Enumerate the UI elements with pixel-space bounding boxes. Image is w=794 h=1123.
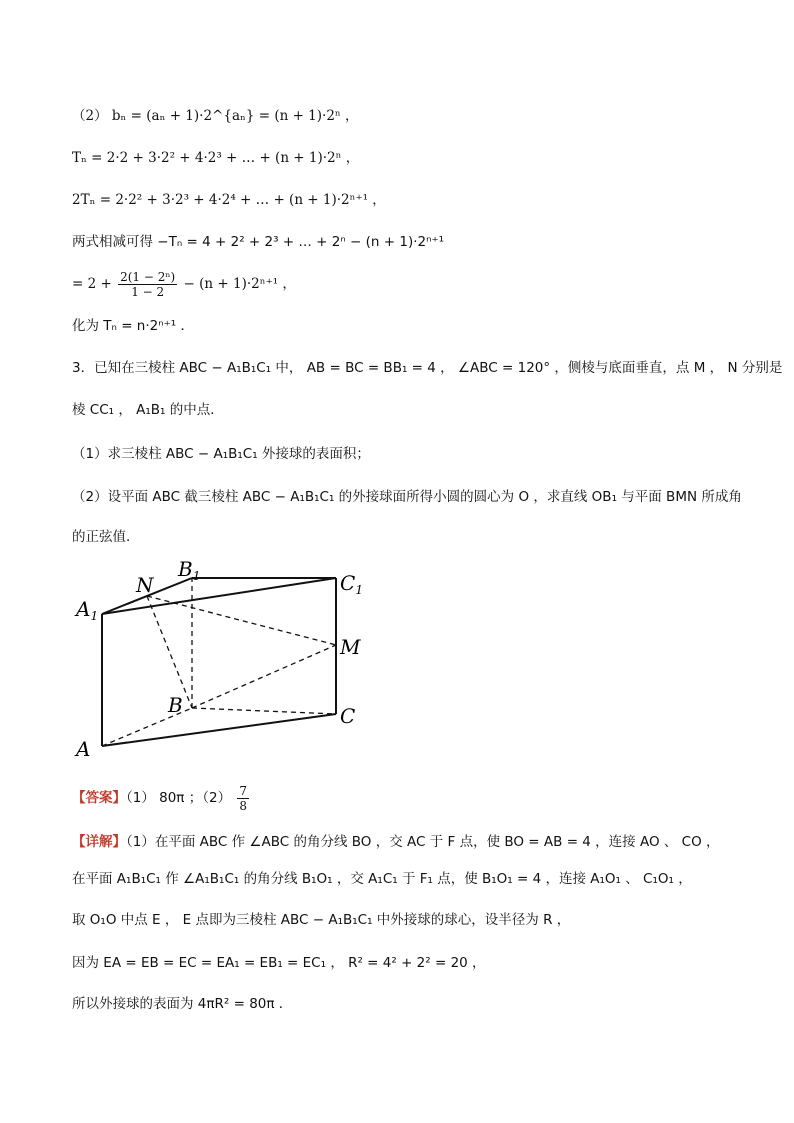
detail-line-5: 所以外接球的表面为 4πR² = 80π ． bbox=[72, 996, 293, 1012]
answer-line bbox=[72, 784, 251, 813]
question-3-part-1: （1）求三棱柱 ABC − A₁B₁C₁ 外接球的表面积； bbox=[72, 446, 370, 462]
solution-line-fraction bbox=[72, 270, 296, 299]
vertex-label-c: C bbox=[340, 704, 356, 728]
fraction-prefix: = 2 + bbox=[72, 276, 112, 292]
solution-line-tn: Tₙ = 2·2 + 3·2² + 4·2³ + … + (n + 1)·2ⁿ ， bbox=[72, 150, 360, 166]
detail-line-2: 在平面 A₁B₁C₁ 作 ∠A₁B₁C₁ 的角分线 B₁O₁ ，交 A₁C₁ 于 F₁ 点，使 B₁O₁ = 4 ，连接 A₁O₁ 、 C₁O₁ ， bbox=[72, 871, 692, 887]
prism-solid-edges bbox=[102, 578, 336, 746]
vertex-label-m: M bbox=[340, 635, 361, 659]
solution-line-subtract: 两式相减可得 −Tₙ = 4 + 2² + 2³ + … + 2ⁿ − (n + 1)·2ⁿ⁺¹ bbox=[72, 234, 445, 250]
vertex-label-c1: $C_1$ bbox=[340, 571, 363, 597]
vertex-label-a: A bbox=[76, 737, 91, 758]
question-3-statement-cont: 棱 CC₁ ， A₁B₁ 的中点． bbox=[72, 402, 224, 418]
answer-text: （1） 80π ；（2） bbox=[126, 790, 232, 806]
prism-hidden-edges bbox=[102, 578, 336, 746]
detail-text-1: （1）在平面 ABC 作 ∠ABC 的角分线 BO ，交 AC 于 F 点，使 BO = AB = 4 ，连接 AO 、 CO ， bbox=[126, 834, 720, 850]
detail-line-3: 取 O₁O 中点 E ， E 点即为三棱柱 ABC − A₁B₁C₁ 中外接球的球心，设半径为 R ， bbox=[72, 912, 571, 928]
vertex-label-b1: $B_1$ bbox=[178, 558, 201, 583]
vertex-label-a1: $A_1$ bbox=[76, 597, 99, 623]
detail-tag: 【详解】 bbox=[72, 834, 126, 850]
detail-line-1 bbox=[72, 832, 720, 852]
segment-n-b bbox=[147, 596, 192, 708]
solution-line-2tn: 2Tₙ = 2·2² + 3·2³ + 4·2⁴ + … + (n + 1)·2ⁿ⁺¹ ， bbox=[72, 192, 386, 208]
answer-tag: 【答案】 bbox=[72, 790, 126, 806]
answer-fraction-denominator: 8 bbox=[239, 799, 248, 813]
segment-n-m bbox=[147, 596, 336, 645]
prism-figure bbox=[72, 558, 372, 758]
solution-line-bn: （2） bₙ = (aₙ + 1)·2^{aₙ} = (n + 1)·2ⁿ ， bbox=[72, 108, 359, 124]
question-3-part-2: （2）设平面 ABC 截三棱柱 ABC − A₁B₁C₁ 的外接球面所得小圆的圆心为 O ，求直线 OB₁ 与平面 BMN 所成角 bbox=[72, 489, 742, 505]
solution-line-result: 化为 Tₙ = n·2ⁿ⁺¹ ． bbox=[72, 318, 194, 334]
vertex-label-n: N bbox=[136, 573, 154, 597]
edge-a-c bbox=[102, 714, 336, 746]
fraction-numerator: 2(1 − 2ⁿ) bbox=[120, 270, 176, 284]
segment-b-m bbox=[192, 645, 336, 708]
fraction-denominator: 1 − 2 bbox=[131, 285, 165, 299]
fraction bbox=[118, 270, 177, 299]
answer-fraction-numerator: 7 bbox=[239, 784, 248, 798]
fraction-suffix: − (n + 1)·2ⁿ⁺¹ ， bbox=[183, 276, 296, 292]
edge-b-c bbox=[192, 708, 336, 714]
answer-fraction bbox=[237, 784, 249, 813]
vertex-label-b: B bbox=[168, 693, 183, 717]
question-3-statement: 3．已知在三棱柱 ABC − A₁B₁C₁ 中， AB = BC = BB₁ = 4 ， ∠ABC = 120° ，侧棱与底面垂直，点 M ， N 分别是 bbox=[72, 360, 783, 376]
question-3-part-2-cont: 的正弦值． bbox=[72, 529, 140, 545]
detail-line-4: 因为 EA = EB = EC = EA₁ = EB₁ = EC₁ ， R² = 4² + 2² = 20 ， bbox=[72, 955, 486, 971]
